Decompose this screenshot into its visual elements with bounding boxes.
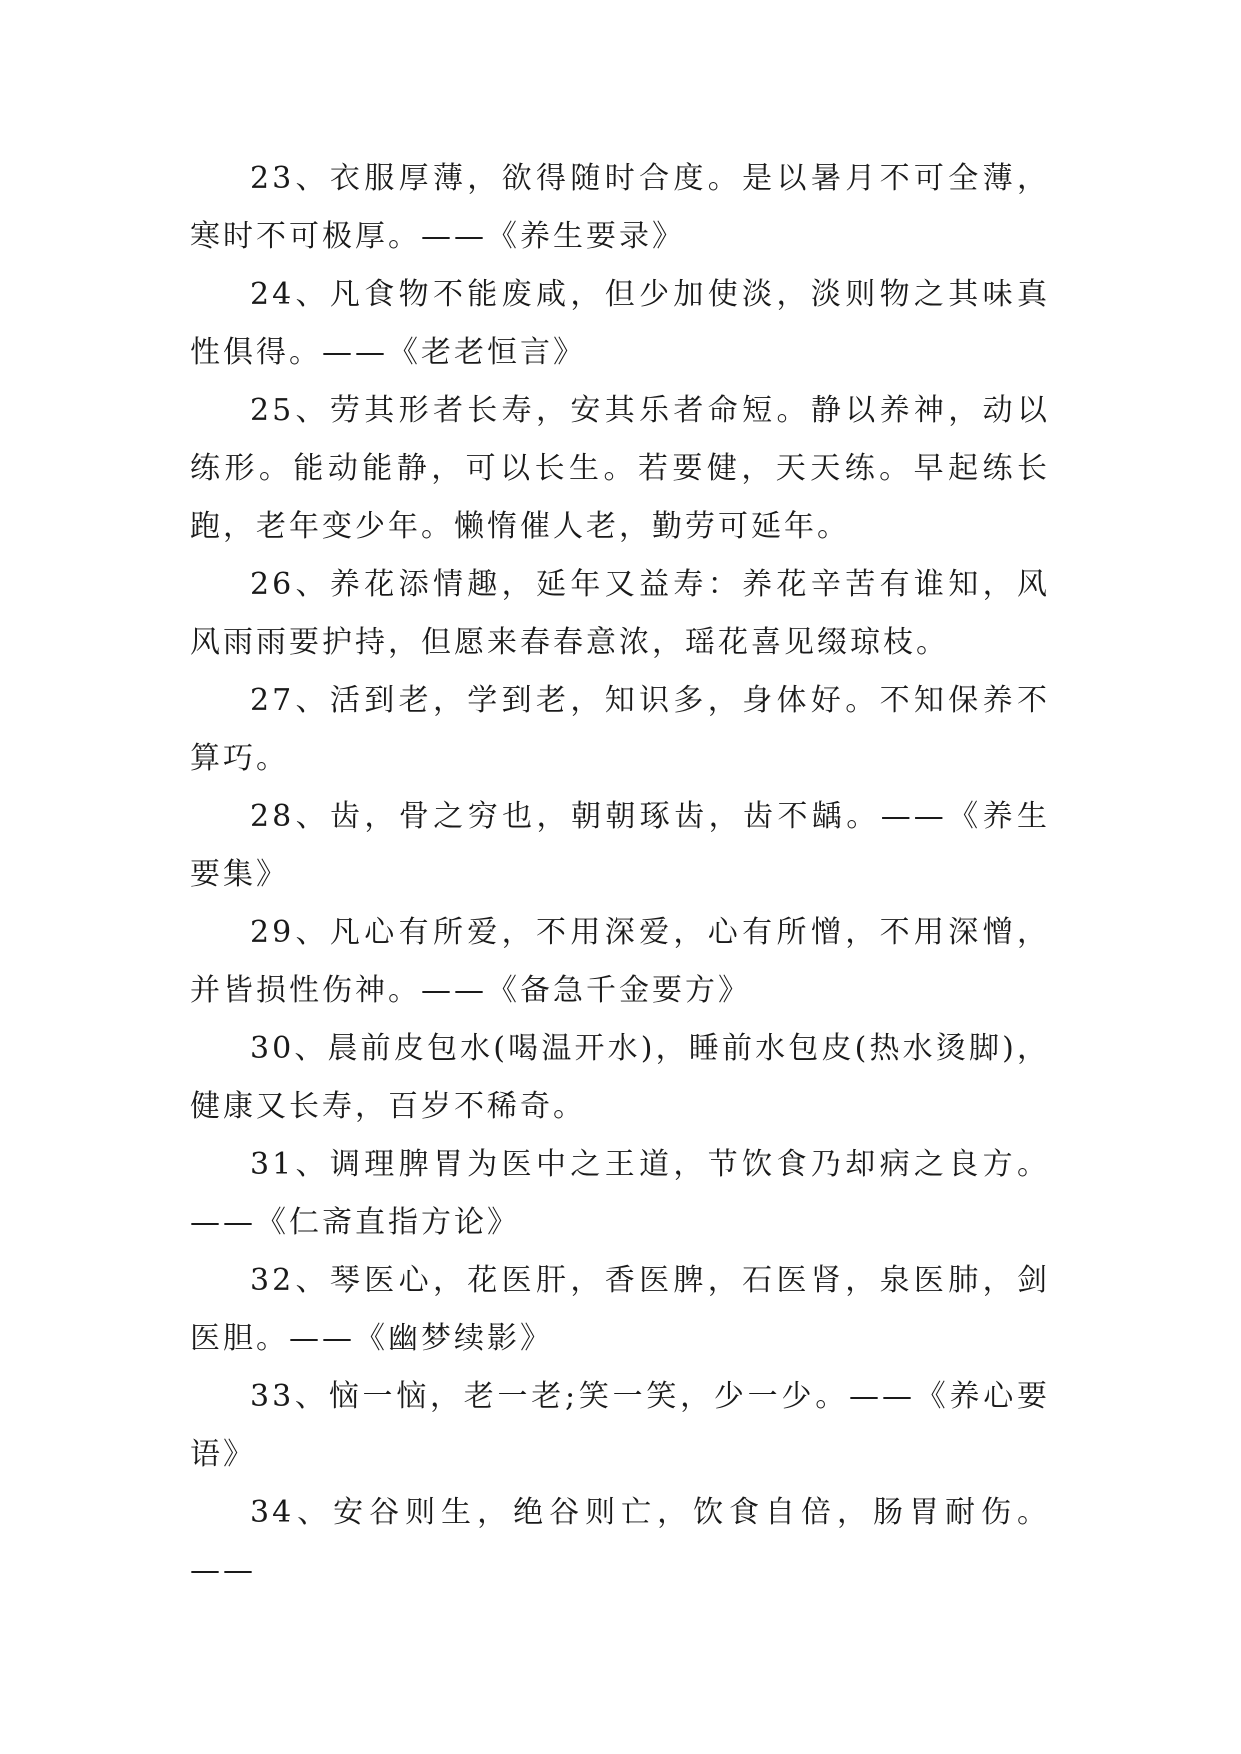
paragraph-25: 25、劳其形者长寿，安其乐者命短。静以养神，动以练形。能动能静，可以长生。若要健，天天练。早起练长跑，老年变少年。懒惰催人老，勤劳可延年。: [190, 393, 1050, 544]
paragraph-27: 27、活到老，学到老，知识多，身体好。不知保养不算巧。: [190, 683, 1050, 776]
paragraph-29: 29、凡心有所爱，不用深爱，心有所憎，不用深憎，并皆损性伤神。——《备急千金要方》: [190, 915, 1050, 1008]
paragraph-28: 28、齿，骨之穷也，朝朝琢齿，齿不龋。——《养生要集》: [190, 799, 1050, 892]
paragraph-33: 33、恼一恼，老一老;笑一笑，少一少。——《养心要语》: [190, 1379, 1050, 1472]
paragraph-32: 32、琴医心，花医肝，香医脾，石医肾，泉医肺，剑医胆。——《幽梦续影》: [190, 1263, 1050, 1356]
paragraph-26: 26、养花添情趣，延年又益寿：养花辛苦有谁知，风风雨雨要护持，但愿来春春意浓，瑶花喜见缀琼枝。: [190, 567, 1050, 660]
paragraph-30: 30、晨前皮包水(喝温开水)，睡前水包皮(热水烫脚)，健康又长寿，百岁不稀奇。: [190, 1031, 1050, 1124]
paragraph-23: 23、衣服厚薄，欲得随时合度。是以暑月不可全薄，寒时不可极厚。——《养生要录》: [190, 161, 1050, 254]
paragraph-24: 24、凡食物不能废咸，但少加使淡，淡则物之其味真性俱得。——《老老恒言》: [190, 277, 1050, 370]
paragraph-34: 34、安谷则生，绝谷则亡，饮食自倍，肠胃耐伤。——: [190, 1495, 1050, 1588]
paragraph-31: 31、调理脾胃为医中之王道，节饮食乃却病之良方。——《仁斋直指方论》: [190, 1147, 1050, 1240]
document-body: [190, 150, 1050, 1600]
